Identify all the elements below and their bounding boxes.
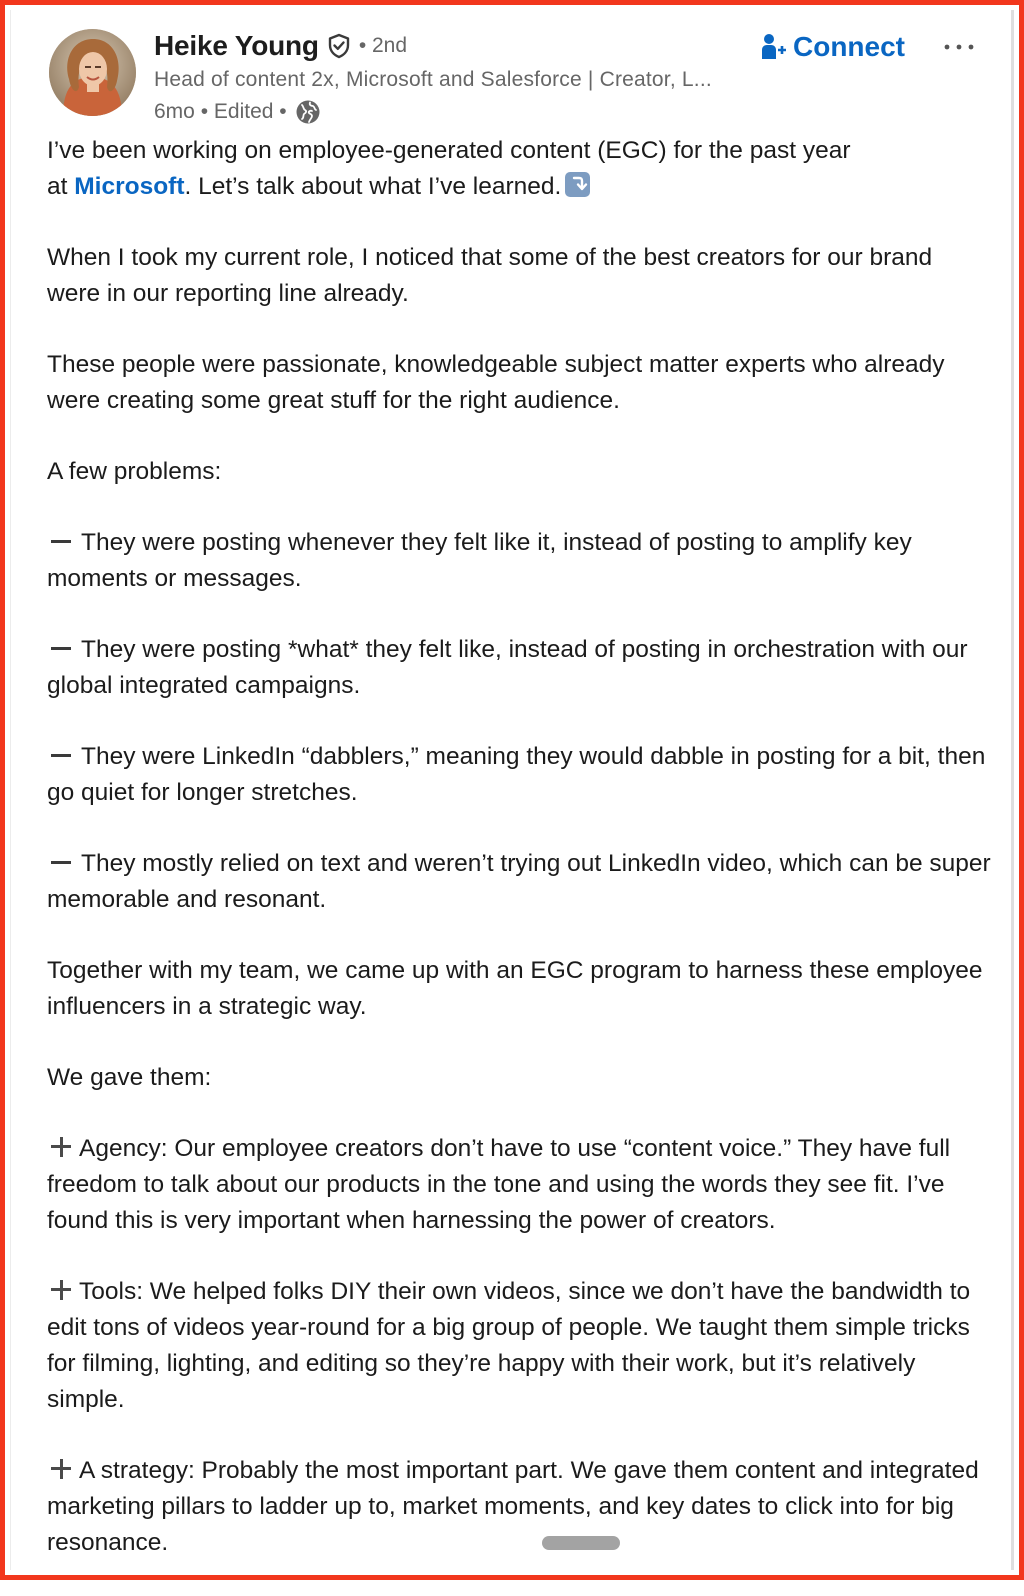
verified-shield-icon[interactable] xyxy=(327,33,351,59)
problems-heading: A few problems: xyxy=(47,458,222,485)
list-item: Agency: Our employee creators don’t have to use “content voice.” They have full freedom to talk about our products in the tone and using the words they see fit. I’ve found this is very important when harnessing the power of creators. xyxy=(47,1135,951,1234)
list-item: They were posting whenever they felt like it, instead of posting to amplify key moments or messages. xyxy=(47,529,912,592)
connect-label: Connect xyxy=(793,31,905,62)
plus-bullet-icon xyxy=(51,1137,71,1157)
program-paragraph: Together with my team, we came up with an EGC program to harness these employee influencers in a strategic way. xyxy=(47,957,983,1020)
intro-paragraph: I’ve been working on employee-generated content (EGC) for the past year at Microsoft. Let’s talk about what I’ve learned. xyxy=(47,137,851,200)
post-header xyxy=(49,29,989,123)
list-item: They were LinkedIn “dabblers,” meaning they would dabble in posting for a bit, then go quiet for longer stretches. xyxy=(47,743,986,806)
post-body xyxy=(47,133,992,1596)
plus-bullet-icon xyxy=(51,1280,71,1300)
add-person-icon xyxy=(761,33,787,61)
gave-heading: We gave them: xyxy=(47,1064,212,1091)
name-row xyxy=(154,29,754,63)
separator-dot: • xyxy=(194,100,214,123)
author-meta xyxy=(154,29,754,126)
ellipsis-icon[interactable] xyxy=(941,39,977,55)
separator-dot: • xyxy=(273,100,287,123)
list-item: They were posting *what* they felt like, instead of posting in orchestration with our global integrated campaigns. xyxy=(47,636,968,699)
author-name[interactable]: Heike Young xyxy=(154,30,319,61)
dash-bullet-icon xyxy=(51,754,71,757)
list-item: They mostly relied on text and weren’t trying out LinkedIn video, which can be super memorable and resonant. xyxy=(47,850,991,913)
avatar[interactable] xyxy=(49,29,136,116)
avatar-photo-icon xyxy=(49,29,136,116)
list-item: A strategy: Probably the most important part. We gave them content and integrated marketing pillars to ladder up to, market moments, and key dates to click into for big resonance. xyxy=(47,1457,979,1556)
dash-bullet-icon xyxy=(51,647,71,650)
list-item: Tools: We helped folks DIY their own videos, since we don’t have the bandwidth to edit tons of videos year-round for a big group of people. We taught them simple tricks for filming, lighting, and editing so they’re happy with their work, but it’s relatively simple. xyxy=(47,1278,971,1413)
time-ago[interactable]: 6mo xyxy=(154,100,195,123)
down-arrow-emoji-icon xyxy=(565,172,590,197)
dash-bullet-icon xyxy=(51,861,71,864)
plus-bullet-icon xyxy=(51,1459,71,1479)
role-paragraph: When I took my current role, I noticed that some of the best creators for our brand were in our reporting line already. xyxy=(47,244,933,307)
company-mention-link[interactable]: Microsoft xyxy=(74,173,185,200)
author-headline: Head of content 2x, Microsoft and Salesforce | Creator, L... xyxy=(154,68,712,91)
scroll-handle[interactable] xyxy=(542,1536,620,1550)
edited-label: Edited xyxy=(213,100,274,123)
connect-button[interactable] xyxy=(761,29,905,65)
post-timestamp xyxy=(154,98,754,126)
dash-bullet-icon xyxy=(51,540,71,543)
connection-degree: • 2nd xyxy=(358,34,408,57)
people-paragraph: These people were passionate, knowledgeable subject matter experts who already were creating some great stuff for the right audience. xyxy=(47,351,945,414)
globe-icon xyxy=(295,99,321,125)
